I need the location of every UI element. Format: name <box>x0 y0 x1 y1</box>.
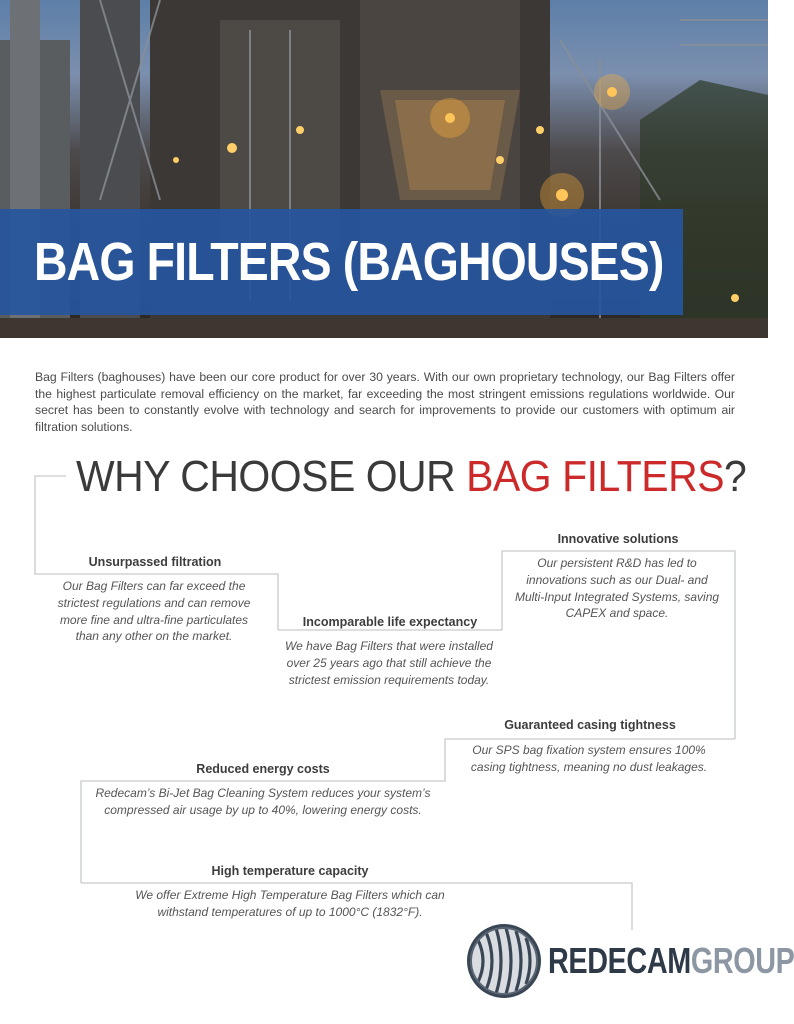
feature-title-innovative: Innovative solutions <box>557 532 679 546</box>
feature-title-casing: Guaranteed casing tightness <box>504 718 676 732</box>
feature-title-temperature: High temperature capacity <box>211 864 369 878</box>
heading-highlight: BAG FILTERS <box>466 452 725 501</box>
feature-desc-energy: Redecam’s Bi-Jet Bag Cleaning System reduces your system’s compressed air usage by up to 40%, lowering energy costs. <box>95 786 431 817</box>
intro-paragraph: Bag Filters (baghouses) have been our core product for over 30 years. With our own proprietary technology, our Bag Filters offer the highest particulate removal efficiency on the market, far exceeding the most stringent emissions regulations worldwide. Our secret has been to constantly evolve with technology and search for improvements to provide our customers with optimum air filtration solutions. <box>35 370 735 434</box>
feature-desc-innovative: Our persistent R&D has led to innovations such as our Dual- and Multi-Input Integrated Systems, saving CAPEX and space. <box>514 556 720 621</box>
feature-desc-casing: Our SPS bag fixation system ensures 100% casing tightness, meaning no dust leakages. <box>470 743 708 774</box>
heading-prefix: WHY CHOOSE OUR <box>76 452 467 501</box>
feature-title-energy: Reduced energy costs <box>196 762 330 776</box>
heading-suffix: ? <box>724 452 747 501</box>
feature-title-filtration: Unsurpassed filtration <box>88 555 222 569</box>
globe-icon <box>467 924 541 998</box>
logo-part-redecam: REDECAM <box>548 940 691 981</box>
page-title: BAG FILTERS (BAGHOUSES) <box>34 232 664 292</box>
logo-part-group: GROUP <box>690 940 794 981</box>
feature-desc-temperature: We offer Extreme High Temperature Bag Filters which can withstand temperatures of up to 1000°C (1832°F). <box>135 888 445 919</box>
feature-title-life-expectancy: Incomparable life expectancy <box>302 615 478 629</box>
logo-wordmark <box>548 940 794 982</box>
feature-desc-filtration: Our Bag Filters can far exceed the strictest regulations and can remove more fine and ultra-fine particulates than any other on the market. <box>57 579 251 644</box>
feature-desc-life-expectancy: We have Bag Filters that were installed over 25 years ago that still achieve the strictest emission requirements today. <box>285 639 493 687</box>
